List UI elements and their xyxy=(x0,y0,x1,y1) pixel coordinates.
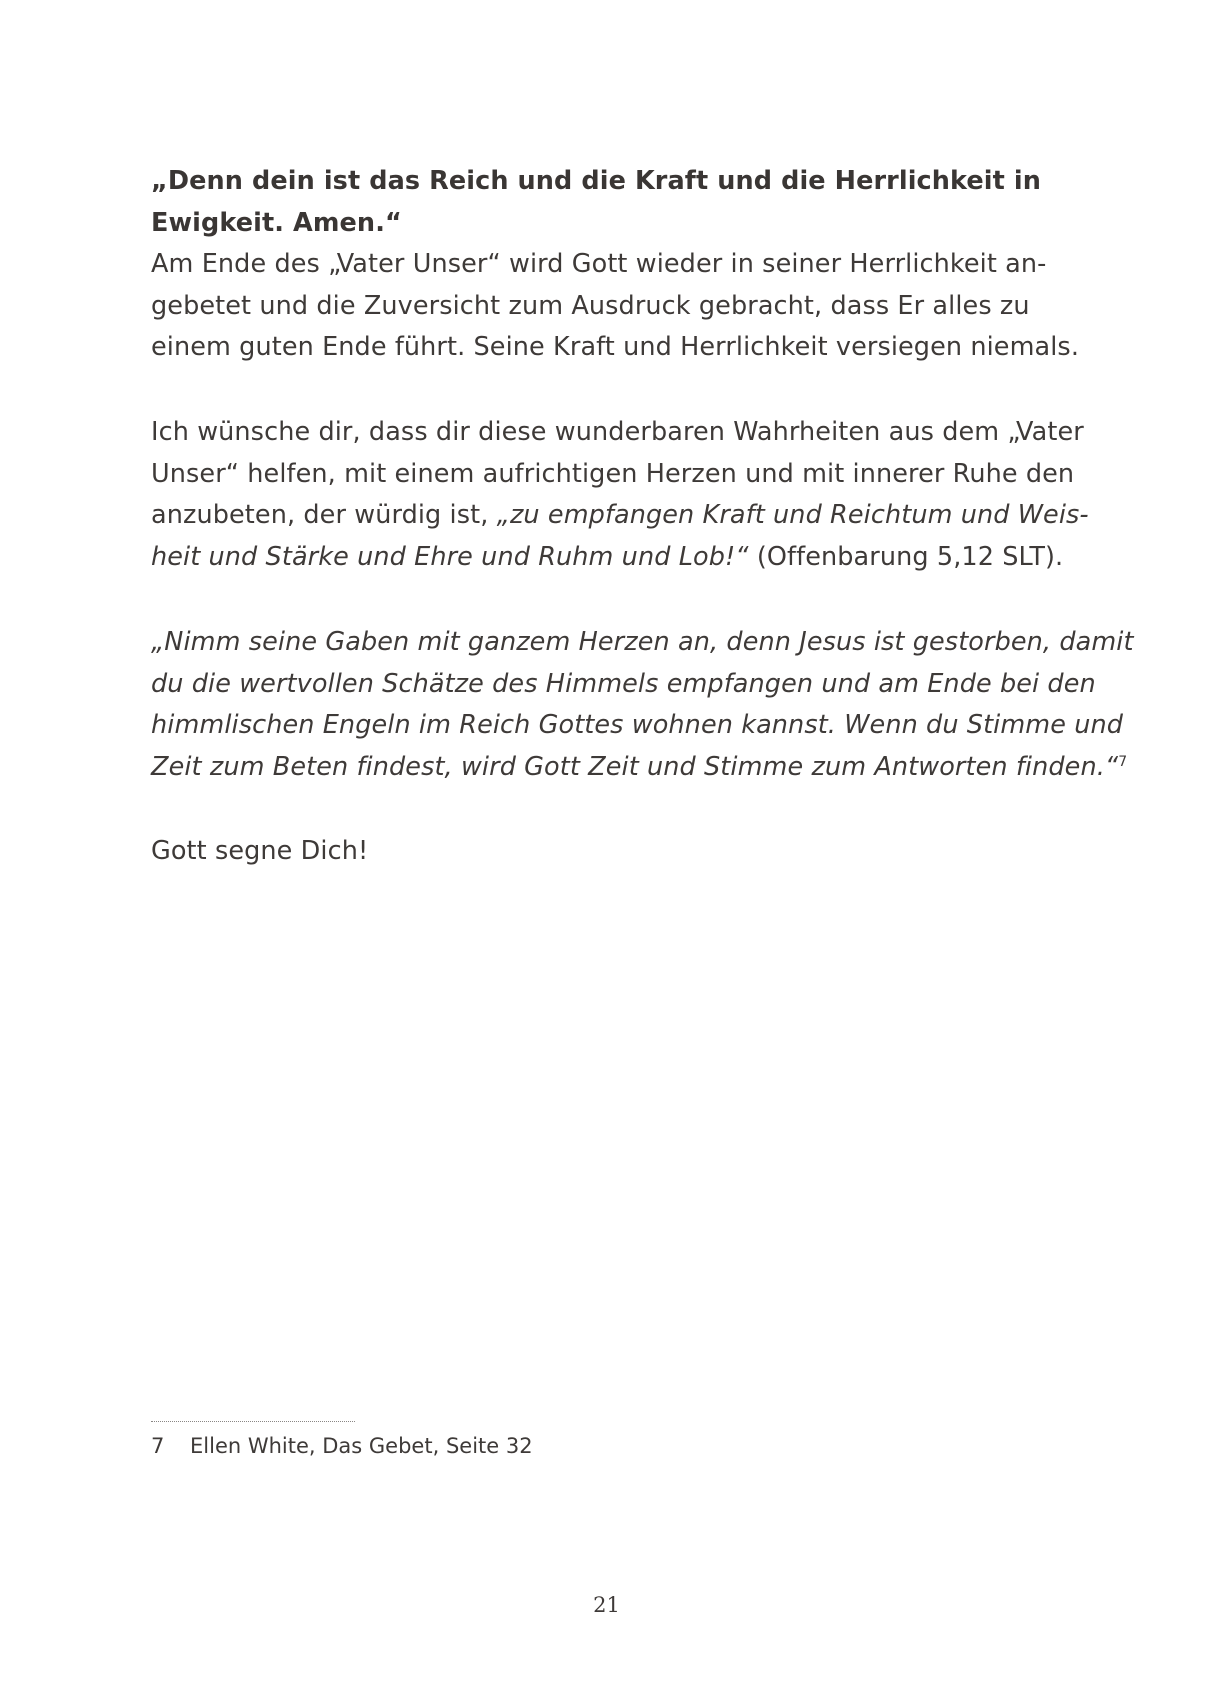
wish-paragraph xyxy=(151,412,1089,578)
heading-line-2: Ewigkeit. Amen.“ xyxy=(151,207,402,238)
scripture-quote-start: „zu empfangen Kraft und Reichtum und Weis- xyxy=(496,500,1089,530)
ellen-white-quote xyxy=(151,622,1134,788)
scripture-reference: (Offenbarung 5,12 SLT). xyxy=(748,541,1064,572)
quote-line-4 xyxy=(151,747,1128,789)
paragraph-1-line-3: einem guten Ende führt. Seine Kraft und Herrlichkeit versiegen niemals. xyxy=(151,332,1080,362)
main-text-section xyxy=(151,161,1081,369)
blessing-text: Gott segne Dich! xyxy=(151,836,369,866)
heading-line-1: „Denn dein ist das Reich und die Kraft und die Herrlichkeit in xyxy=(151,166,1041,196)
scripture-quote-end: heit und Stärke und Ehre und Ruhm und Lob!“ xyxy=(151,541,749,572)
footnote-text: Ellen White, Das Gebet, Seite 32 xyxy=(190,1434,533,1458)
footnote-reference: 7 xyxy=(1118,753,1128,770)
wish-line-4 xyxy=(151,537,1081,579)
footnote xyxy=(151,1431,533,1461)
paragraph-1-line-2: gebetet und die Zuversicht zum Ausdruck gebracht, dass Er alles zu xyxy=(151,290,1030,321)
wish-line-3-plain: anzubeten, der würdig ist, xyxy=(151,500,497,530)
page-number: 21 xyxy=(593,1593,620,1617)
paragraph-1-line-1: Am Ende des „Vater Unser“ wird Gott wieder in seiner Herrlichkeit an- xyxy=(151,249,1047,279)
quote-line-2: du die wertvollen Schätze des Himmels empfangen und am Ende bei den xyxy=(151,668,1096,699)
wish-line-2: Unser“ helfen, mit einem aufrichtigen Herzen und mit innerer Ruhe den xyxy=(151,458,1075,489)
wish-line-3 xyxy=(151,495,1089,537)
blessing-section xyxy=(151,831,1081,873)
footnote-number: 7 xyxy=(151,1434,165,1458)
quote-line-1: „Nimm seine Gaben mit ganzem Herzen an, denn Jesus ist gestorben, damit xyxy=(151,627,1134,657)
quote-line-4-text: Zeit zum Beten findest, wird Gott Zeit und Stimme zum Antworten finden.“ xyxy=(151,751,1119,782)
wish-line-1: Ich wünsche dir, dass dir diese wunderbaren Wahrheiten aus dem „Vater xyxy=(151,417,1084,447)
quote-line-3: himmlischen Engeln im Reich Gottes wohnen kannst. Wenn du Stimme und xyxy=(151,710,1124,740)
footnote-separator xyxy=(151,1421,355,1422)
